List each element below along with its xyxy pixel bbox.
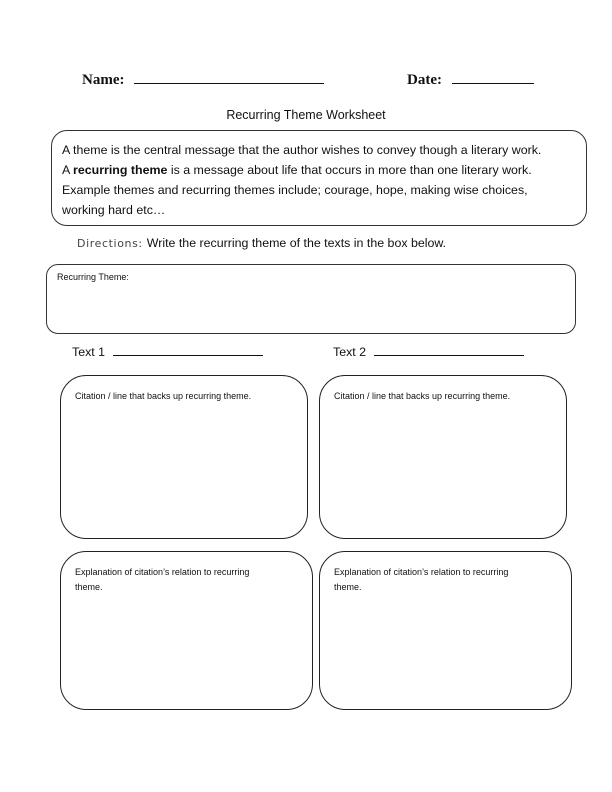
date-field-row xyxy=(407,72,534,89)
date-label: Date: xyxy=(407,72,442,88)
intro-line-2 xyxy=(62,160,576,180)
text-2-label: Text 2 xyxy=(333,345,367,359)
intro-box xyxy=(51,130,587,226)
name-blank-line[interactable] xyxy=(134,83,324,84)
intro-line-2-suffix: is a message about life that occurs in more than one literary work. xyxy=(167,163,532,177)
text-2-explanation-box[interactable] xyxy=(319,551,572,710)
text-2-field-row xyxy=(333,345,524,359)
intro-line-4: working hard etc… xyxy=(62,203,166,217)
text-1-field-row xyxy=(72,345,263,359)
text-2-citation-prompt: Citation / line that backs up recurring theme. xyxy=(334,391,511,401)
text-1-citation-prompt: Citation / line that backs up recurring theme. xyxy=(75,391,252,401)
date-blank-line[interactable] xyxy=(452,83,534,84)
intro-line-3: Example themes and recurring themes include; courage, hope, making wise choices, xyxy=(62,183,528,197)
directions xyxy=(77,236,446,250)
name-label: Name: xyxy=(82,72,125,88)
text-1-explanation-prompt: Explanation of citation’s relation to recurring theme. xyxy=(75,567,250,592)
recurring-theme-box[interactable] xyxy=(46,264,576,334)
worksheet-title: Recurring Theme Worksheet xyxy=(226,108,386,122)
text-1-explanation-box[interactable] xyxy=(60,551,313,710)
directions-text: Write the recurring theme of the texts in the box below. xyxy=(146,236,447,250)
text-2-citation-box[interactable] xyxy=(319,375,567,539)
text-2-explanation-prompt: Explanation of citation’s relation to recurring theme. xyxy=(334,567,509,592)
directions-label: Directions: xyxy=(77,237,143,250)
text-1-label: Text 1 xyxy=(72,345,106,359)
text-1-blank-line[interactable] xyxy=(113,355,263,356)
intro-line-2-prefix: A xyxy=(62,163,74,177)
recurring-theme-label: Recurring Theme: xyxy=(57,272,129,282)
text-2-blank-line[interactable] xyxy=(374,355,524,356)
text-1-citation-box[interactable] xyxy=(60,375,308,539)
recurring-theme-term: recurring theme xyxy=(73,163,168,177)
name-field-row xyxy=(82,72,324,89)
intro-line-1: A theme is the central message that the author wishes to convey though a literary work. xyxy=(62,143,542,157)
